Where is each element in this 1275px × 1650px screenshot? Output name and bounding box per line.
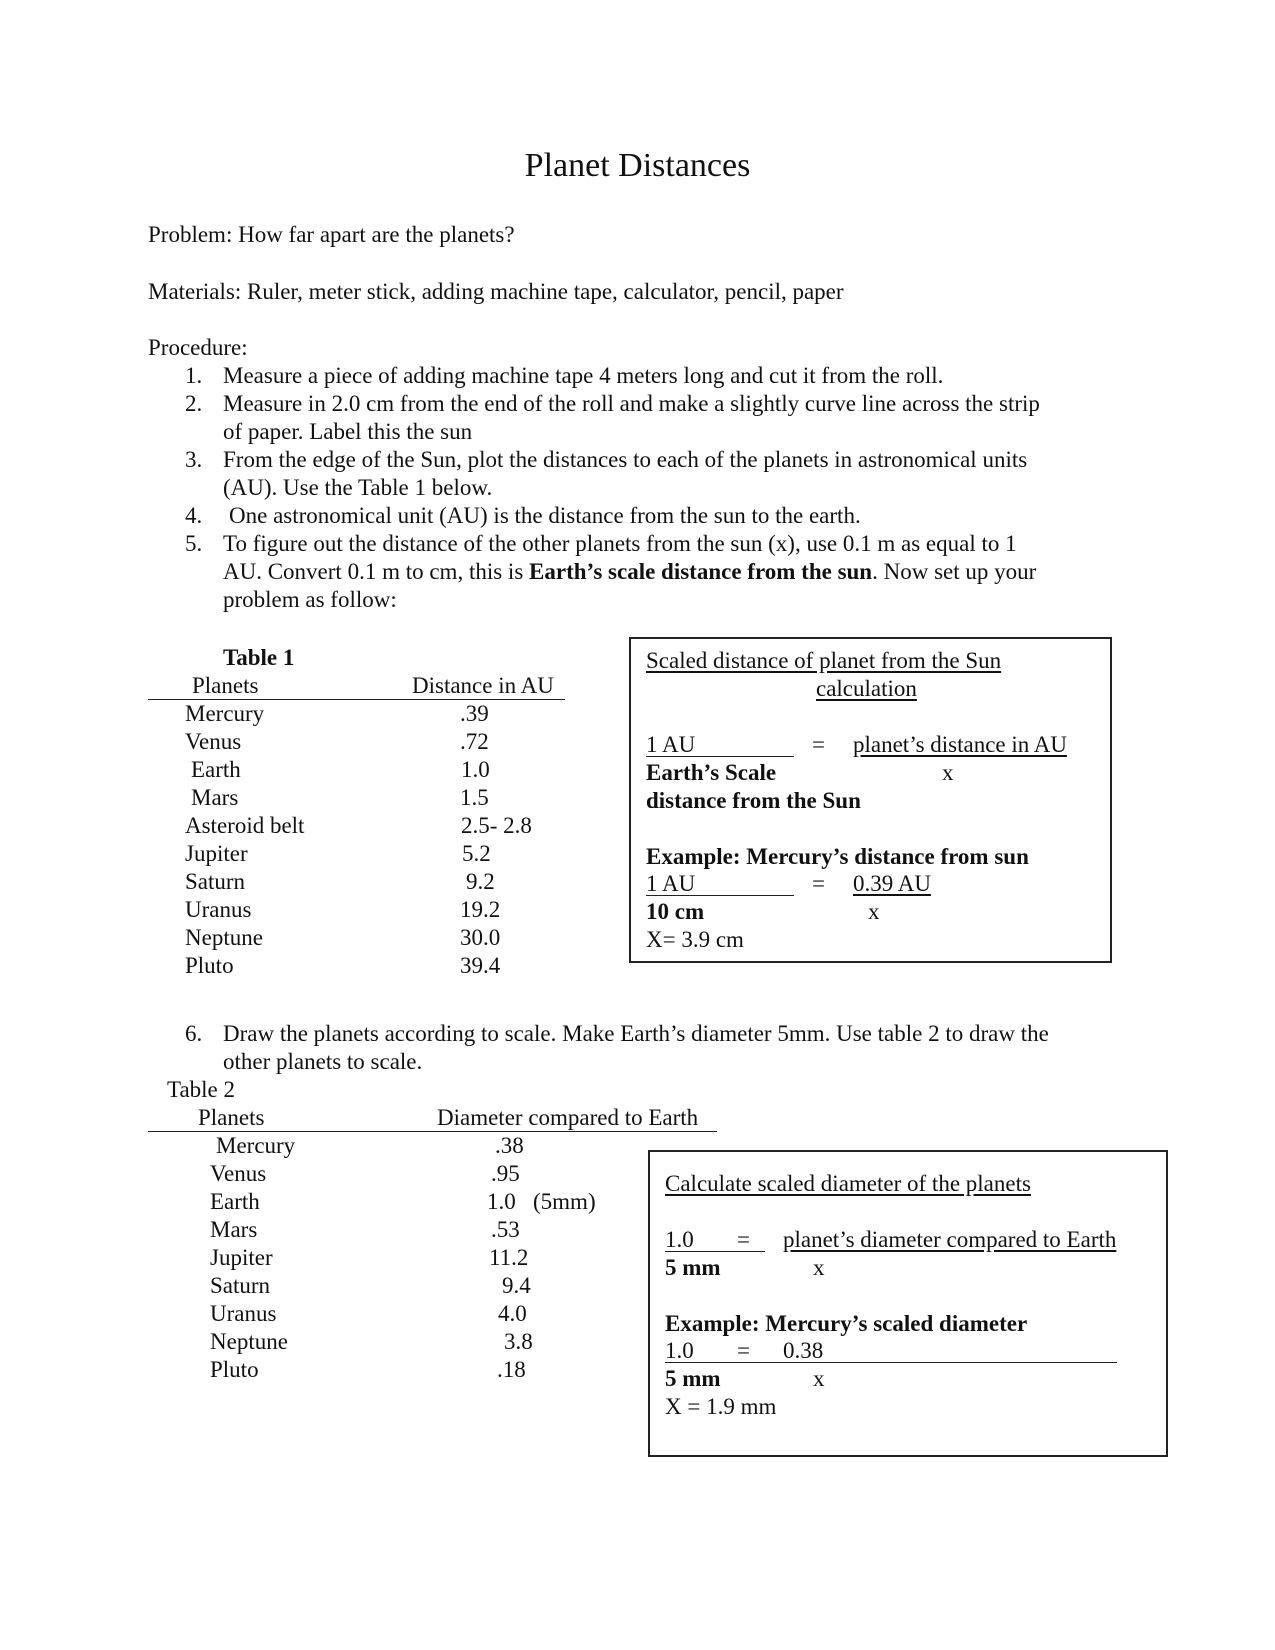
page-title: Planet Distances (524, 147, 751, 184)
table-row-planet: Mercury (216, 1133, 296, 1158)
table-row-value: .72 (460, 729, 489, 754)
ratio-numerator-left: 1.0 (665, 1227, 694, 1252)
table-row-planet: Mars (191, 785, 239, 810)
ratio-denominator-left: Earth’s Scale (646, 760, 777, 785)
table-row-value: 19.2 (460, 897, 501, 922)
example-numerator-left: 1.0 (665, 1338, 694, 1363)
ratio-numerator-right: planet’s distance in AU (853, 732, 1067, 757)
table-row-value: .39 (460, 701, 489, 726)
table-row-planet: Asteroid belt (185, 813, 305, 838)
step-text: problem as follow: (223, 587, 397, 612)
table-row-value: 1.5 (460, 785, 489, 810)
step-number: 3. (185, 447, 203, 472)
table-row-value: 4.0 (498, 1301, 527, 1326)
table-row-value: 3.8 (504, 1329, 533, 1354)
table2-header-planets: Planets (198, 1105, 265, 1130)
example-title: Example: Mercury’s distance from sun (646, 844, 1029, 869)
ratio-denominator-left-line2: distance from the Sun (646, 788, 861, 813)
materials-list: Materials: Ruler, meter stick, adding machine tape, calculator, pencil, paper (148, 279, 844, 304)
step-text: From the edge of the Sun, plot the distances to each of the planets in astronomical units (223, 447, 1028, 472)
step-text: One astronomical unit (AU) is the distance from the sun to the earth. (229, 503, 861, 528)
step-text: Measure a piece of adding machine tape 4 meters long and cut it from the roll. (223, 363, 944, 388)
fraction-line (665, 1362, 1117, 1363)
table-row-planet: Jupiter (210, 1245, 273, 1270)
table-row-planet: Uranus (185, 897, 252, 922)
ratio-numerator-left: 1 AU (646, 732, 696, 757)
table-row-value: 1.0 (461, 757, 490, 782)
step-text: Measure in 2.0 cm from the end of the roll and make a slightly curve line across the strip (223, 391, 1040, 416)
ratio-denominator-right: x (942, 760, 954, 785)
step-number: 6. (185, 1021, 203, 1046)
example-numerator-left: 1 AU (646, 871, 696, 896)
table-row-value: 9.4 (502, 1273, 531, 1298)
distance-calculation-box (629, 637, 1112, 963)
table-row-value: 2.5- 2.8 (461, 813, 532, 838)
box1-heading: Scaled distance of planet from the Sun (646, 648, 1002, 673)
table2-header-value: Diameter compared to Earth (437, 1105, 699, 1130)
table-row-planet: Venus (210, 1161, 267, 1186)
equals-sign: = (737, 1338, 750, 1363)
step-number: 1. (185, 363, 203, 388)
fraction-line (665, 1251, 765, 1252)
fraction-line (646, 756, 794, 757)
example-denominator-right: x (868, 899, 880, 924)
example-result: X = 1.9 mm (665, 1394, 777, 1419)
example-denominator-left: 5 mm (665, 1366, 721, 1391)
step-number: 2. (185, 391, 203, 416)
table1-header-value: Distance in AU (412, 673, 554, 698)
table-row-planet: Earth (210, 1189, 260, 1214)
table-row-planet: Mars (210, 1217, 258, 1242)
table-row-planet: Neptune (210, 1329, 288, 1354)
step-text: of paper. Label this the sun (223, 419, 473, 444)
problem-statement: Problem: How far apart are the planets? (148, 222, 515, 247)
table-row-planet: Saturn (210, 1273, 271, 1298)
table-row-planet: Neptune (185, 925, 263, 950)
table2-title: Table 2 (167, 1077, 236, 1102)
table-row-planet: Venus (185, 729, 242, 754)
table1-header-planets: Planets (192, 673, 259, 698)
table-row-planet: Uranus (210, 1301, 277, 1326)
table-row-value: 9.2 (466, 869, 495, 894)
procedure-heading: Procedure: (148, 335, 248, 360)
table-row-value: 1.0 (5mm) (487, 1189, 596, 1214)
table-row-value: 5.2 (462, 841, 491, 866)
equals-sign: = (737, 1227, 750, 1252)
table-row-value: .38 (495, 1133, 524, 1158)
table-row-value: .95 (491, 1161, 520, 1186)
ratio-denominator-right: x (813, 1255, 825, 1280)
example-numerator-right: 0.39 AU (853, 871, 931, 896)
table-row-value: 39.4 (460, 953, 501, 978)
table-row-planet: Jupiter (185, 841, 248, 866)
table-row-value: .53 (491, 1217, 520, 1242)
table-row-planet: Pluto (185, 953, 234, 978)
table-row-planet: Earth (191, 757, 241, 782)
step-text: AU. Convert 0.1 m to cm, this is Earth’s scale distance from the sun. Now set up your (223, 559, 1037, 584)
equals-sign: = (812, 871, 825, 896)
example-denominator-right: x (813, 1366, 825, 1391)
example-title: Example: Mercury’s scaled diameter (665, 1311, 1028, 1336)
box1-subheading: calculation (816, 676, 917, 701)
table-row-planet: Mercury (185, 701, 265, 726)
ratio-denominator-left: 5 mm (665, 1255, 721, 1280)
example-denominator-left: 10 cm (646, 899, 705, 924)
example-numerator-right: 0.38 (783, 1338, 824, 1363)
table-row-value: .18 (497, 1357, 526, 1382)
step-text: Draw the planets according to scale. Make Earth’s diameter 5mm. Use table 2 to draw the (223, 1021, 1049, 1046)
table-row-planet: Pluto (210, 1357, 259, 1382)
step-text: To figure out the distance of the other planets from the sun (x), use 0.1 m as equal to 1 (223, 531, 1017, 556)
step-text: other planets to scale. (223, 1049, 423, 1074)
table-row-planet: Saturn (185, 869, 246, 894)
equals-sign: = (812, 732, 825, 757)
fraction-line (646, 895, 794, 896)
diameter-calculation-box (648, 1150, 1168, 1457)
step-text: (AU). Use the Table 1 below. (223, 475, 493, 500)
table-row-value: 11.2 (489, 1245, 529, 1270)
table-row-value: 30.0 (460, 925, 501, 950)
ratio-numerator-right: planet’s diameter compared to Earth (783, 1227, 1117, 1252)
step-number: 4. (185, 503, 203, 528)
step-number: 5. (185, 531, 203, 556)
box2-heading: Calculate scaled diameter of the planets (665, 1171, 1031, 1196)
table1-title: Table 1 (223, 645, 295, 670)
example-result: X= 3.9 cm (646, 927, 744, 952)
emphasis-text: Earth’s scale distance from the sun (529, 559, 873, 584)
